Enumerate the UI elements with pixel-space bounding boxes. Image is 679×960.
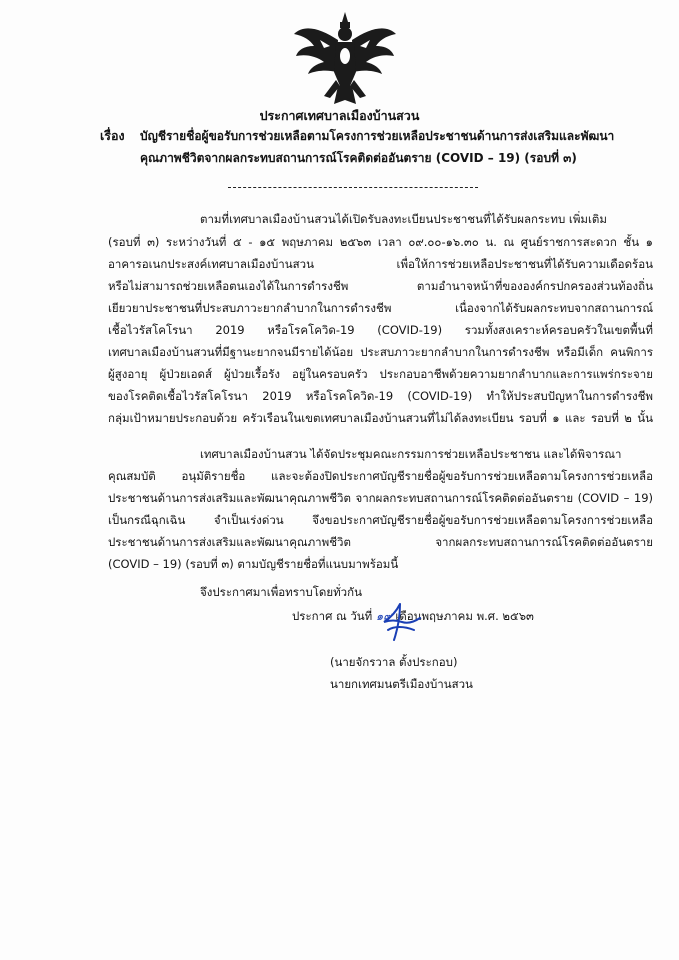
paragraph-line: ประชาชนด้านการส่งเสริมและพัฒนาคุณภาพชีวิต จากผลกระทบสถานการณ์โรคติดต่ออันตราย (COVID – 19) (108, 491, 653, 505)
paragraph-line: คุณสมบัติ อนุมัติรายชื่อ และจะต้องปิดประกาศบัญชีรายชื่อผู้ขอรับการช่วยเหลือตามโครงการช่วยเหลือ (108, 469, 653, 483)
date-prefix: ประกาศ ณ วันที่ (292, 609, 373, 623)
paragraph-line: อาคารอเนกประสงค์เทศบาลเมืองบ้านสวน เพื่อให้การช่วยเหลือประชาชนที่ได้รับความเดือดร้อน (108, 257, 653, 271)
paragraph-line: เยียวยาประชาชนที่ประสบภาวะยากลำบากในการดำรงชีพ เนื่องจากได้รับผลกระทบจากสถานการณ์ (108, 301, 653, 315)
subject-line: คุณภาพชีวิตจากผลกระทบสถานการณ์โรคติดต่ออันตราย (COVID – 19) (รอบที่ ๓) (140, 151, 577, 165)
subject-line: บัญชีรายชื่อผู้ขอรับการช่วยเหลือตามโครงการช่วยเหลือประชาชนด้านการส่งเสริมและพัฒนา (140, 129, 615, 143)
paragraph-line: เทศบาลเมืองบ้านสวนที่มีฐานะยากจนมีรายได้น้อย ประสบภาวะยากลำบากในการดำรงชีพ หรือมีเด็ก คนพิการ (108, 345, 653, 359)
paragraph-line: เป็นกรณีฉุกเฉิน จำเป็นเร่งด่วน จึงขอประกาศบัญชีรายชื่อผู้ขอรับการช่วยเหลือตามโครงการช่วยเหลือ (108, 513, 653, 527)
paragraph-line: ตามที่เทศบาลเมืองบ้านสวนได้เปิดรับลงทะเบียนประชาชนที่ได้รับผลกระทบ เพิ่มเติม (200, 212, 607, 226)
title-divider (228, 187, 478, 188)
paragraph-line: เชื้อไวรัสโคโรนา 2019 หรือโรคโควิด-19 (COVID-19) รวมทั้งสงเคราะห์ครอบครัวในเขตพื้นที่ (108, 323, 653, 337)
signature (370, 602, 430, 642)
date-suffix: เดือนพฤษภาคม พ.ศ. ๒๕๖๓ (395, 609, 534, 623)
date-day: ๑๙ (375, 609, 392, 623)
paragraph-line: หรือไม่สามารถช่วยเหลือตนเองได้ในการดำรงชีพ ตามอำนาจหน้าที่ขององค์กรปกครองส่วนท้องถิ่น (108, 279, 653, 293)
closing-line: จึงประกาศมาเพื่อทราบโดยทั่วกัน (200, 585, 362, 599)
subject-label: เรื่อง (100, 128, 125, 143)
paragraph-line: เทศบาลเมืองบ้านสวน ได้จัดประชุมคณะกรรมการช่วยเหลือประชาชน และได้พิจารณา (200, 447, 622, 461)
paragraph-line: ประชาชนด้านการส่งเสริมและพัฒนาคุณภาพชีวิต จากผลกระทบสถานการณ์โรคติดต่ออันตราย (108, 535, 653, 549)
paragraph-line: กลุ่มเป้าหมายประกอบด้วย ครัวเรือนในเขตเทศบาลเมืองบ้านสวนที่ไม่ได้ลงทะเบียน รอบที่ ๑ และ รอบที่ ๒ นั้น (108, 411, 653, 425)
paragraph-line: (COVID – 19) (รอบที่ ๓) ตามบัญชีรายชื่อที่แนบมาพร้อมนี้ (108, 557, 399, 571)
garuda-emblem (290, 10, 400, 106)
signatory-name: (นายจักรวาล ตั้งประกอบ) (330, 655, 458, 669)
paragraph-line: (รอบที่ ๓) ระหว่างวันที่ ๕ - ๑๕ พฤษภาคม ๒๕๖๓ เวลา ๐๙.๐๐-๑๖.๓๐ น. ณ ศูนย์ราชการสะดวก ชั้น ๑ (108, 235, 653, 249)
announcement-title: ประกาศเทศบาลเมืองบ้านสวน (259, 108, 420, 123)
paragraph-line: ผู้สูงอายุ ผู้ป่วยเอดส์ ผู้ป่วยเรื้อรัง อยู่ในครอบครัว ประกอบอาชีพด้วยความยากลำบากและการแพร่กระจาย (108, 367, 653, 381)
signatory-position: นายกเทศมนตรีเมืองบ้านสวน (330, 677, 473, 691)
paragraph-line: ของโรคติดเชื้อไวรัสโคโรนา 2019 หรือโรคโควิด-19 (COVID-19) ทำให้ประสบปัญหาในการดำรงชีพ (108, 389, 653, 403)
